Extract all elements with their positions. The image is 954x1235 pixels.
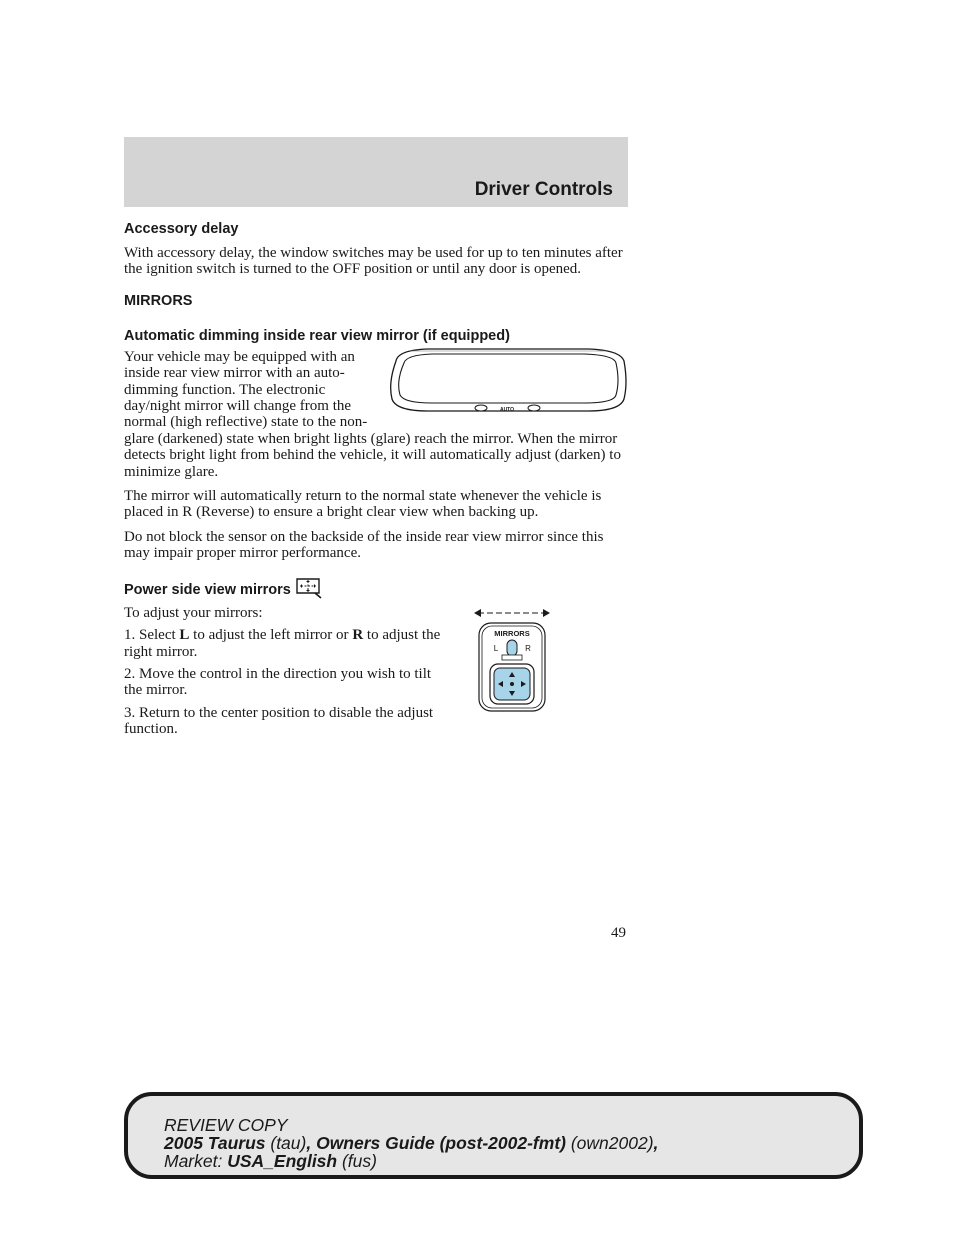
mirror-control-switch-illustration bbox=[472, 605, 552, 715]
page-content bbox=[124, 220, 628, 738]
power-mirrors-step-2: 2. Move the control in the direction you wish to tilt the mirror. bbox=[124, 665, 432, 699]
step1-right-key: R bbox=[352, 627, 364, 644]
footer-guide: , Owners Guide (post-2002-fmt) bbox=[306, 1133, 566, 1153]
power-mirrors-step-3: 3. Return to the center position to disable the adjust function. bbox=[124, 704, 434, 738]
power-mirror-symbol-icon bbox=[295, 577, 323, 599]
switch-right-label: R bbox=[525, 643, 531, 653]
power-mirrors-heading-text: Power side view mirrors bbox=[124, 581, 291, 598]
footer-market: USA_English bbox=[227, 1151, 338, 1171]
accessory-delay-text: With accessory delay, the window switches may be used for up to ten minutes after the ignition switch is turned to the OFF position or until any door is opened. bbox=[124, 245, 623, 278]
section-header-band bbox=[124, 137, 628, 207]
auto-dim-heading: Automatic dimming inside rear view mirror (if equipped) bbox=[124, 327, 510, 344]
switch-title-label: MIRRORS bbox=[494, 628, 530, 638]
review-copy-footer bbox=[124, 1092, 863, 1179]
footer-model-code: (tau) bbox=[265, 1133, 307, 1153]
auto-dim-paragraph-2: The mirror will automatically return to the normal state whenever the vehicle is placed in R (Reverse) to ensure a bright clear view when backing up. bbox=[124, 488, 602, 521]
switch-left-label: L bbox=[493, 643, 499, 653]
section-title: Driver Controls bbox=[474, 179, 613, 200]
footer-model: 2005 Taurus bbox=[164, 1133, 266, 1153]
power-mirrors-heading bbox=[124, 577, 628, 599]
auto-dim-paragraph-1: Your vehicle may be equipped with an inside rear view mirror with an auto-dimming function. The electronic day/night mirror will change from the normal (high reflective) state to the non-glare (darkened) state when bright lights (glare) reach the mirror. When the mirror detects bright light from behind the vehicle, it will automatically adjust (darken) to minimize glare. bbox=[124, 348, 621, 480]
step1-text-b: to adjust the left mirror or bbox=[189, 627, 353, 644]
rearview-mirror-illustration bbox=[388, 347, 628, 419]
footer-model-line bbox=[164, 1134, 658, 1152]
auto-label: AUTO bbox=[499, 406, 515, 413]
footer-comma: , bbox=[653, 1133, 659, 1153]
step1-text-c: to adjust the right mirror. bbox=[124, 627, 441, 660]
footer-guide-code: (own2002) bbox=[565, 1133, 654, 1153]
accessory-delay-heading: Accessory delay bbox=[124, 221, 239, 237]
mirrors-heading: MIRRORS bbox=[124, 292, 193, 309]
power-mirrors-intro: To adjust your mirrors: bbox=[124, 604, 263, 621]
footer-market-label: Market: bbox=[164, 1151, 228, 1171]
review-copy-text bbox=[164, 1116, 658, 1170]
auto-dim-paragraph-3: Do not block the sensor on the backside of the inside rear view mirror since this may impair proper mirror performance. bbox=[124, 528, 604, 562]
step1-text-a: 1. Select bbox=[124, 627, 180, 644]
page-number: 49 bbox=[611, 925, 626, 941]
step1-left-key: L bbox=[179, 627, 190, 644]
power-mirrors-step-1 bbox=[124, 627, 628, 660]
review-copy-line: REVIEW COPY bbox=[164, 1115, 288, 1135]
footer-market-line bbox=[164, 1152, 658, 1170]
footer-market-code: (fus) bbox=[337, 1151, 377, 1171]
